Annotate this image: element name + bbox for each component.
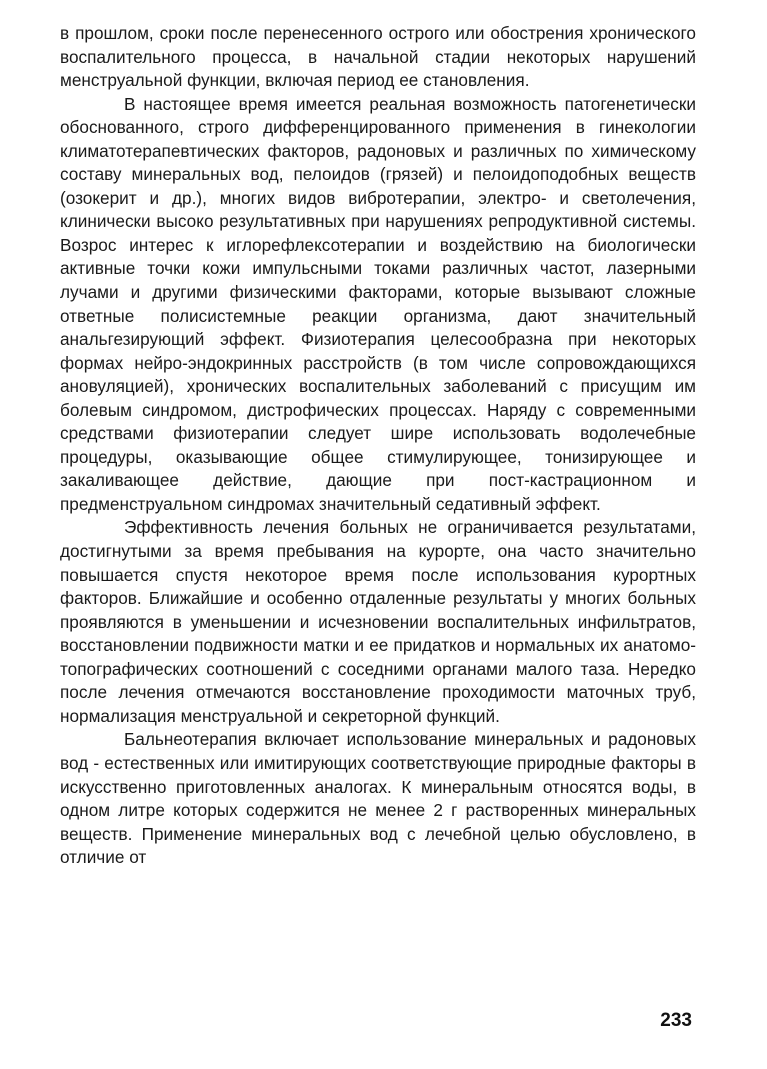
- paragraph-treatment-effectiveness: Эффективность лечения больных не ограничивается результатами, достигнутыми за время пребывания на курорте, она часто значительно повышается спустя некоторое время после использования курортных факторов. Ближайшие и особенно отдаленные результаты у многих больных проявляются в уменьшении и исчезновении воспалительных инфильтратов, восстановлении подвижности матки и ее придатков и нормальных их анатомо-топографических соотношений с соседними органами малого таза. Нередко после лечения отмечаются восстановление проходимости маточных труб, нормализация менструальной и секреторной функций.: [60, 517, 696, 726]
- page-body: [60, 22, 696, 1042]
- page-number: 233: [660, 1010, 692, 1031]
- paragraph-continuation: в прошлом, сроки после перенесенного острого или обострения хронического воспалительного процесса, в начальной стадии некоторых нарушений менструальной функции, включая период ее становления.: [60, 23, 696, 91]
- paragraph-balneotherapy: Бальнеотерапия включает использование минеральных и радоновых вод - естественных или имитирующих соответствующие природные факторы в искусственно приготовленных аналогах. К минеральным относятся воды, в одном литре которых содержится не менее 2 г растворенных минеральных веществ. Применение минеральных вод с лечебной целью обусловлено, в отличие от: [60, 729, 696, 868]
- paragraph-physiotherapy: В настоящее время имеется реальная возможность патогенетически обоснованного, строго дифференцированного применения в гинекологии климатотерапевтических факторов, радоновых и различных по химическому составу минеральных вод, пелоидов (грязей) и пелоидоподобных веществ (озокерит и др.), многих видов вибротерапии, электро- и светолечения, клинически высоко результативных при нарушениях репродуктивной системы. Возрос интерес к иглорефлексотерапии и воздействию на биологически активные точки кожи импульсными токами различных частот, лазерными лучами и другими физическими факторами, которые вызывают сложные ответные полисистемные реакции организма, дают значительный анальгезирующий эффект. Физиотерапия целесообразна при некоторых формах нейро-эндокринных расстройств (в том числе сопровождающихся ановуляцией), хронических воспалительных заболеваний с присущим им болевым синдромом, дистрофических процессах. Наряду с современными средствами физиотерапии следует шире использовать водолечебные процедуры, оказывающие общее стимулирующее, тонизирующее и закаливающее действие, дающие при пост-кастрационном и предменструальном синдромах значительный седативный эффект.: [60, 93, 696, 514]
